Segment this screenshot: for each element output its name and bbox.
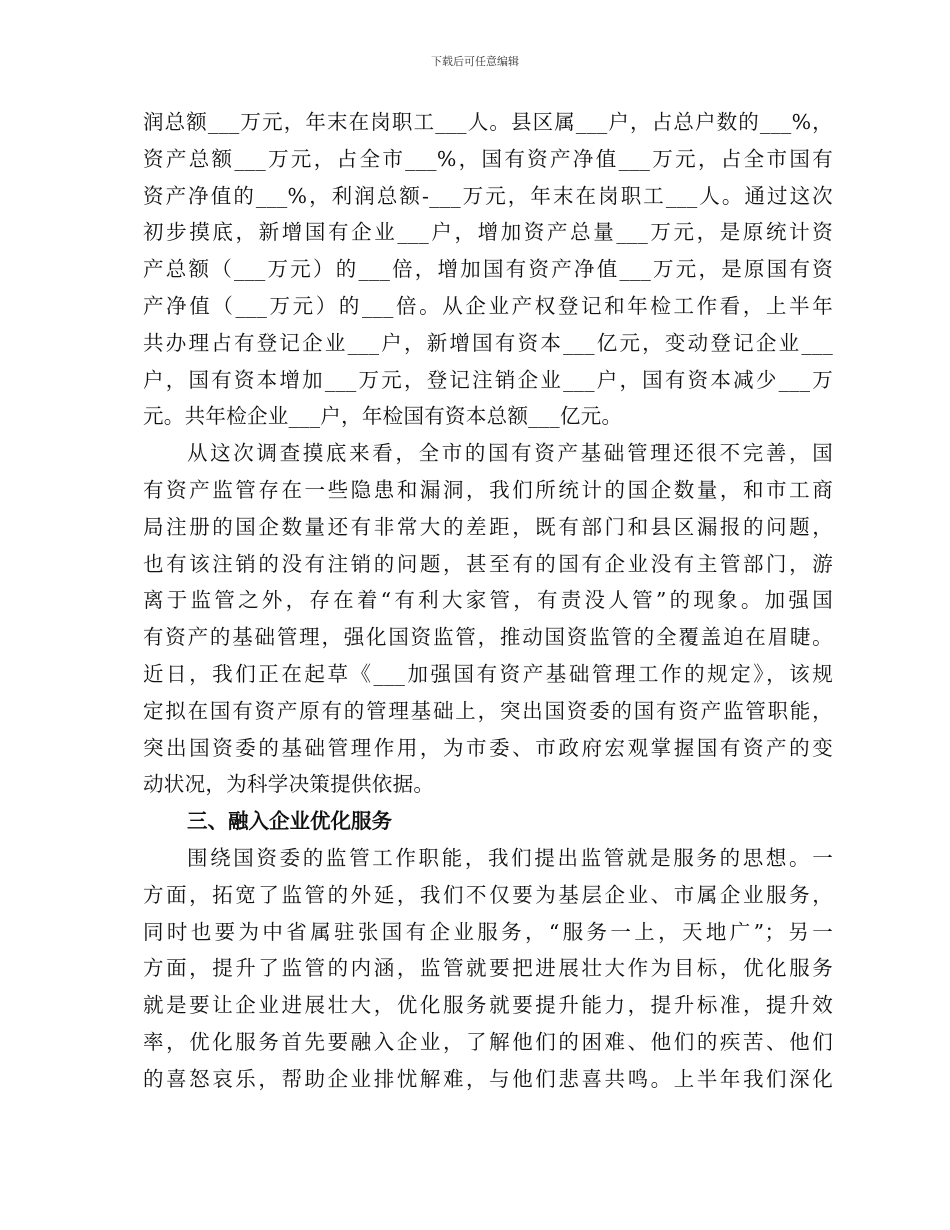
text-line: 近日，我们正在起草《___加强国有资产基础管理工作的规定》，该规 bbox=[143, 661, 833, 686]
page-header: 下载后可任意编辑 bbox=[431, 55, 519, 68]
text-line: 初步摸底，新增国有企业___户，增加资产总量___万元，是原统计资 bbox=[143, 220, 833, 245]
text-line: 动状况，为科学决策提供依据。 bbox=[143, 772, 435, 797]
text-line: 离于监管之外，存在着“有利大家管，有责没人管”的现象。加强国 bbox=[143, 588, 833, 613]
text-line: 局注册的国企数量还有非常大的差距，既有部门和县区漏报的问题， bbox=[143, 514, 833, 539]
section-heading: 三、融入企业优化服务 bbox=[187, 809, 392, 834]
text-line: 定拟在国有资产原有的管理基础上，突出国资委的国有资产监管职能， bbox=[143, 698, 833, 723]
text-line: 率，优化服务首先要融入企业，了解他们的困难、他们的疾苦、他们 bbox=[143, 1029, 833, 1054]
text-line: 润总额___万元，年末在岗职工___人。县区属___户，占总户数的___%， bbox=[143, 110, 833, 134]
text-line: 有资产的基础管理，强化国资监管，推动国资监管的全覆盖迫在眉睫。 bbox=[143, 625, 833, 650]
text-line: 共办理占有登记企业___户，新增国有资本___亿元，变动登记企业___ bbox=[143, 330, 833, 355]
text-line: 户，国有资本增加___万元，登记注销企业___户，国有资本减少___万 bbox=[143, 367, 833, 392]
text-line: 有资产监管存在一些隐患和漏洞，我们所统计的国企数量，和市工商 bbox=[143, 477, 833, 502]
text-line: 围绕国资委的监管工作职能，我们提出监管就是服务的思想。一 bbox=[187, 845, 833, 870]
text-line: 资产总额___万元，占全市___%，国有资产净值___万元，占全市国有 bbox=[143, 146, 833, 171]
text-line: 资产净值的___%，利润总额-___万元，年末在岗职工___人。通过这次 bbox=[143, 183, 833, 208]
text-line: 方面，提升了监管的内涵，监管就要把进展壮大作为目标，优化服务 bbox=[143, 956, 833, 981]
text-line: 从这次调查摸底来看，全市的国有资产基础管理还很不完善，国 bbox=[187, 441, 833, 466]
text-line: 就是要让企业进展壮大，优化服务就要提升能力，提升标准，提升效 bbox=[143, 993, 833, 1018]
text-line: 突出国资委的基础管理作用，为市委、市政府宏观掌握国有资产的变 bbox=[143, 735, 833, 760]
text-line: 方面，拓宽了监管的外延，我们不仅要为基层企业、市属企业服务， bbox=[143, 882, 833, 907]
text-line: 也有该注销的没有注销的问题，甚至有的国有企业没有主管部门，游 bbox=[143, 551, 833, 576]
text-line: 产总额（___万元）的___倍，增加国有资产净值___万元，是原国有资 bbox=[143, 257, 833, 282]
text-line: 元。共年检企业___户，年检国有资本总额___亿元。 bbox=[143, 404, 623, 429]
document-body bbox=[143, 104, 833, 1098]
text-line: 同时也要为中省属驻张国有企业服务，“服务一上，天地广”；另一 bbox=[143, 919, 833, 944]
text-line: 的喜怒哀乐，帮助企业排忧解难，与他们悲喜共鸣。上半年我们深化 bbox=[143, 1066, 833, 1091]
text-line: 产净值（___万元）的___倍。从企业产权登记和年检工作看，上半年 bbox=[143, 293, 833, 318]
